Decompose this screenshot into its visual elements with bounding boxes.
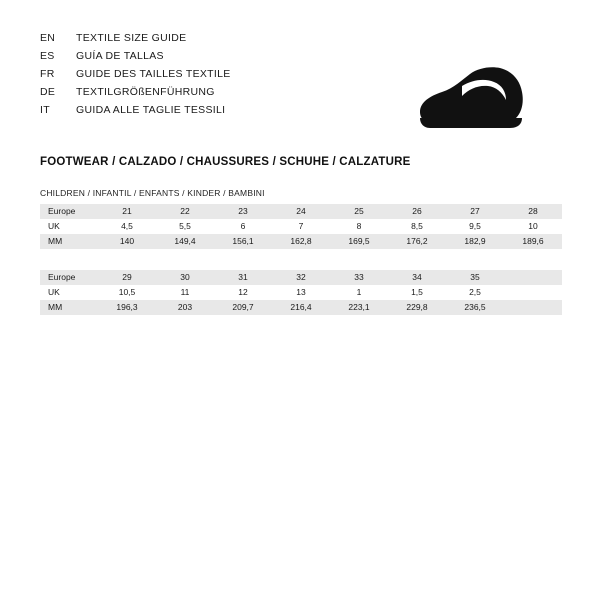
cell: 162,8: [272, 234, 330, 249]
page-title: FOOTWEAR / CALZADO / CHAUSSURES / SCHUHE / CALZATURE: [40, 156, 411, 168]
cell: 2,5: [446, 285, 504, 300]
cell-empty: [504, 285, 562, 300]
cell: 5,5: [156, 219, 214, 234]
language-code: EN: [40, 32, 56, 44]
cell: 10,5: [98, 285, 156, 300]
cell: 22: [156, 204, 214, 219]
cell: 156,1: [214, 234, 272, 249]
row-label: MM: [40, 300, 98, 315]
size-table-second: [40, 270, 562, 315]
cell: 1,5: [388, 285, 446, 300]
cell: 236,5: [446, 300, 504, 315]
table-row: [40, 204, 562, 219]
language-title: TEXTILE SIZE GUIDE: [76, 32, 187, 44]
cell: 169,5: [330, 234, 388, 249]
cell: 12: [214, 285, 272, 300]
table-row: [40, 270, 562, 285]
cell-empty: [504, 270, 562, 285]
cell: 229,8: [388, 300, 446, 315]
row-label: Europe: [40, 204, 98, 219]
cell: 34: [388, 270, 446, 285]
cell: 31: [214, 270, 272, 285]
row-label: UK: [40, 219, 98, 234]
row-label: MM: [40, 234, 98, 249]
cell: 216,4: [272, 300, 330, 315]
language-title: GUIDE DES TAILLES TEXTILE: [76, 68, 231, 80]
cell: 1: [330, 285, 388, 300]
cell: 28: [504, 204, 562, 219]
language-code: ES: [40, 50, 55, 62]
shoe-icon: [416, 66, 526, 136]
table: [40, 204, 562, 249]
cell: 23: [214, 204, 272, 219]
cell: 35: [446, 270, 504, 285]
cell: 189,6: [504, 234, 562, 249]
cell: 30: [156, 270, 214, 285]
cell: 33: [330, 270, 388, 285]
cell: 203: [156, 300, 214, 315]
cell: 209,7: [214, 300, 272, 315]
table: [40, 270, 562, 315]
header: [40, 32, 560, 122]
cell: 21: [98, 204, 156, 219]
cell: 13: [272, 285, 330, 300]
language-code: FR: [40, 68, 55, 80]
language-title: GUIDA ALLE TAGLIE TESSILI: [76, 104, 226, 116]
cell: 196,3: [98, 300, 156, 315]
language-row: [40, 32, 560, 50]
cell: 182,9: [446, 234, 504, 249]
cell: 8: [330, 219, 388, 234]
cell: 176,2: [388, 234, 446, 249]
cell: 8,5: [388, 219, 446, 234]
table-row: [40, 285, 562, 300]
cell: 10: [504, 219, 562, 234]
language-code: DE: [40, 86, 56, 98]
cell: 11: [156, 285, 214, 300]
cell: 140: [98, 234, 156, 249]
language-code: IT: [40, 104, 50, 116]
cell: 149,4: [156, 234, 214, 249]
table-row: [40, 300, 562, 315]
language-title: TEXTILGRÖßENFÜHRUNG: [76, 86, 215, 98]
cell: 25: [330, 204, 388, 219]
cell: 29: [98, 270, 156, 285]
row-label: UK: [40, 285, 98, 300]
language-title: GUÍA DE TALLAS: [76, 50, 164, 62]
section-subtitle: CHILDREN / INFANTIL / ENFANTS / KINDER / BAMBINI: [40, 188, 265, 198]
cell: 26: [388, 204, 446, 219]
table-row: [40, 219, 562, 234]
cell: 24: [272, 204, 330, 219]
cell: 32: [272, 270, 330, 285]
cell: 223,1: [330, 300, 388, 315]
cell: 9,5: [446, 219, 504, 234]
cell: 27: [446, 204, 504, 219]
cell: 6: [214, 219, 272, 234]
cell-empty: [504, 300, 562, 315]
table-row: [40, 234, 562, 249]
size-table-first: [40, 204, 562, 249]
row-label: Europe: [40, 270, 98, 285]
cell: 7: [272, 219, 330, 234]
cell: 4,5: [98, 219, 156, 234]
